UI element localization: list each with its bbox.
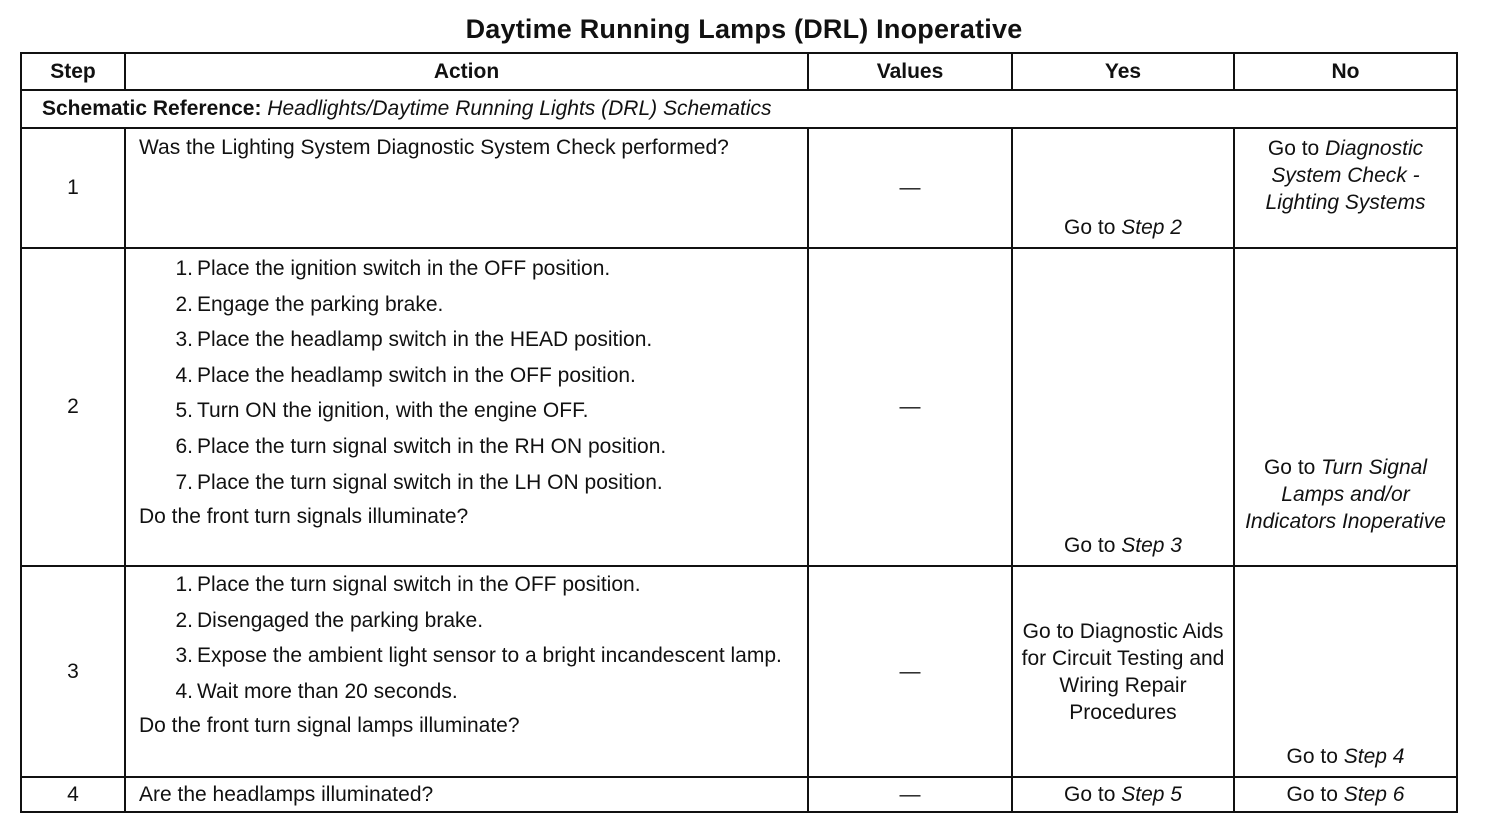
action-cell	[125, 777, 808, 812]
action-step-item	[139, 326, 799, 353]
action-step-item	[139, 255, 799, 282]
no-link[interactable]: Step 6	[1343, 783, 1405, 806]
no-cell	[1234, 128, 1457, 248]
action-step-number: 7.	[175, 470, 193, 494]
action-step-text: Disengaged the parking brake.	[197, 608, 484, 632]
action-step-item	[139, 607, 799, 634]
yes-cell	[1012, 248, 1234, 566]
no-link[interactable]: Turn Signal Lamps and/or Indicators Inoperative	[1245, 456, 1446, 533]
action-step-number: 1.	[175, 257, 193, 280]
action-step-text: Place the headlamp switch in the HEAD position.	[197, 328, 653, 352]
action-step-number: 1.	[175, 573, 193, 596]
yes-cell	[1012, 777, 1234, 812]
action-step-number: 2.	[175, 292, 193, 316]
action-step-text: Engage the parking brake.	[197, 292, 444, 316]
no-prefix: Go to	[1286, 745, 1344, 768]
step-number: 4	[21, 777, 125, 812]
yes-prefix: Go to	[1064, 216, 1122, 239]
step-number: 1	[21, 128, 125, 248]
schematic-reference-label: Schematic Reference:	[42, 97, 262, 120]
action-step-item	[139, 433, 799, 460]
action-step-number: 6.	[175, 434, 193, 458]
value-cell: —	[808, 777, 1012, 812]
action-step-number: 4.	[175, 363, 193, 387]
action-steps-list	[139, 571, 799, 705]
action-cell	[125, 566, 808, 777]
action-step-item	[139, 642, 799, 669]
action-cell	[125, 128, 808, 248]
header-row	[21, 53, 1457, 90]
yes-cell	[1012, 128, 1234, 248]
action-step-item	[139, 469, 799, 496]
action-step-number: 5.	[175, 399, 193, 423]
schematic-reference-row	[21, 90, 1457, 128]
no-cell	[1234, 248, 1457, 566]
action-question: Was the Lighting System Diagnostic System Check performed?	[139, 136, 729, 159]
action-question: Do the front turn signal lamps illuminate?	[139, 714, 520, 738]
action-step-number: 2.	[175, 608, 193, 632]
yes-cell[interactable]: Go to Diagnostic Aids for Circuit Testing and Wiring Repair Procedures	[1012, 566, 1234, 777]
schematic-reference-link[interactable]: Headlights/Daytime Running Lights (DRL) Schematics	[267, 97, 772, 120]
schematic-reference	[21, 90, 1457, 128]
yes-link[interactable]: Step 2	[1121, 216, 1182, 239]
column-header-values: Values	[808, 53, 1012, 90]
no-cell	[1234, 566, 1457, 777]
action-step-text: Place the turn signal switch in the OFF position.	[197, 573, 641, 596]
no-cell	[1234, 777, 1457, 812]
action-step-text: Place the turn signal switch in the RH ON position.	[197, 434, 667, 458]
action-step-number: 4.	[175, 679, 193, 703]
column-header-yes: Yes	[1012, 53, 1234, 90]
action-step-text: Place the turn signal switch in the LH ON position.	[197, 470, 663, 494]
no-prefix: Go to	[1267, 137, 1326, 160]
value-cell: —	[808, 248, 1012, 566]
step-number: 2	[21, 248, 125, 566]
no-prefix: Go to	[1286, 783, 1344, 806]
action-step-item	[139, 571, 799, 598]
action-step-text: Place the headlamp switch in the OFF position.	[197, 363, 636, 387]
no-link[interactable]: Diagnostic System Check - Lighting Systems	[1265, 137, 1426, 214]
yes-link[interactable]: Step 5	[1121, 783, 1182, 806]
column-header-no: No	[1234, 53, 1457, 90]
action-question: Do the front turn signals illuminate?	[139, 505, 469, 529]
value-cell: —	[808, 128, 1012, 248]
yes-prefix: Go to	[1064, 534, 1122, 557]
action-step-text: Wait more than 20 seconds.	[197, 679, 458, 703]
action-step-item	[139, 291, 799, 318]
action-step-text: Expose the ambient light sensor to a bright incandescent lamp.	[197, 644, 782, 668]
value-cell: —	[808, 566, 1012, 777]
column-header-action: Action	[125, 53, 808, 90]
action-steps-list	[139, 255, 799, 496]
action-step-text: Turn ON the ignition, with the engine OFF.	[197, 399, 589, 423]
yes-link[interactable]: Step 3	[1121, 534, 1182, 557]
column-header-step: Step	[21, 53, 125, 90]
action-cell	[125, 248, 808, 566]
table-row	[21, 248, 1457, 566]
table-row	[21, 128, 1457, 248]
no-link[interactable]: Step 4	[1343, 745, 1405, 768]
table-row	[21, 566, 1457, 777]
diagnostic-table	[20, 52, 1458, 813]
step-number: 3	[21, 566, 125, 777]
action-step-number: 3.	[175, 644, 193, 668]
action-step-item	[139, 678, 799, 705]
action-step-item	[139, 397, 799, 424]
action-question: Are the headlamps illuminated?	[139, 783, 434, 806]
page-title: Daytime Running Lamps (DRL) Inoperative	[465, 14, 1023, 44]
yes-prefix: Go to	[1064, 783, 1122, 806]
action-step-text: Place the ignition switch in the OFF position.	[197, 257, 611, 280]
no-prefix: Go to	[1263, 456, 1322, 479]
action-step-number: 3.	[175, 328, 193, 352]
action-step-item	[139, 362, 799, 389]
table-row	[21, 777, 1457, 812]
